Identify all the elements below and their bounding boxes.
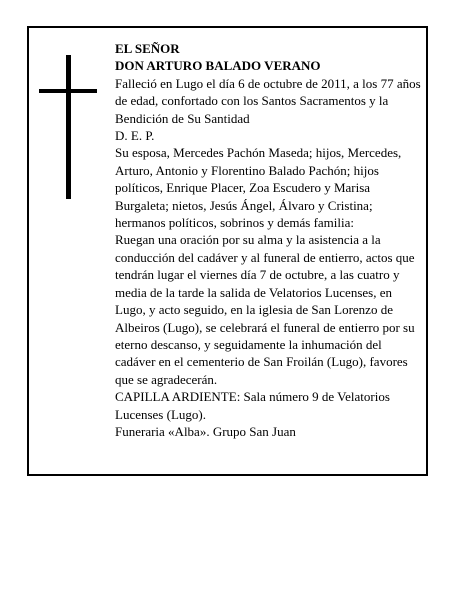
cross-vertical-bar	[66, 55, 71, 199]
notice-text-block	[115, 40, 421, 440]
cross-icon	[39, 55, 97, 199]
funeral-request: Ruegan una oración por su alma y la asistencia a la conducción del cadáver y al funeral de entierro, actos que tendrán lugar el viernes día 7 de octubre, a las cuatro y media de la tarde la salida de Velatorios Lucenses, en Lugo, y acto seguido, en la iglesia de San Lorenzo de Albeiros (Lugo), se celebrará el funeral de entierro por su eterno descanso, y seguidamente la inhumación del cadáver en el cementerio de San Froilán (Lugo), favores que se agradecerán.	[115, 232, 415, 387]
funeral-home: Funeraria «Alba». Grupo San Juan	[115, 423, 296, 439]
family-list: Su esposa, Mercedes Pachón Maseda; hijos, Mercedes, Arturo, Antonio y Florentino Balado Pachón; hijos políticos, Enrique Placer, Zoa Escudero y Marisa Burgaleta; nietos, Jesús Ángel, Álvaro y Cristina; hermanos políticos, sobrinos y demás familia:	[115, 145, 402, 231]
dep-abbreviation: D. E. P.	[115, 128, 155, 144]
obituary-notice	[27, 26, 428, 476]
deceased-name: DON ARTURO BALADO VERANO	[115, 58, 321, 74]
notice-title-line1: EL SEÑOR	[115, 41, 180, 56]
chapel-info: CAPILLA ARDIENTE: Sala número 9 de Velatorios Lucenses (Lugo).	[115, 389, 390, 422]
cross-horizontal-bar	[39, 89, 97, 93]
death-statement: Falleció en Lugo el día 6 de octubre de 2011, a los 77 años de edad, confortado con los Santos Sacramentos y la Bendición de Su Santidad	[115, 75, 421, 126]
